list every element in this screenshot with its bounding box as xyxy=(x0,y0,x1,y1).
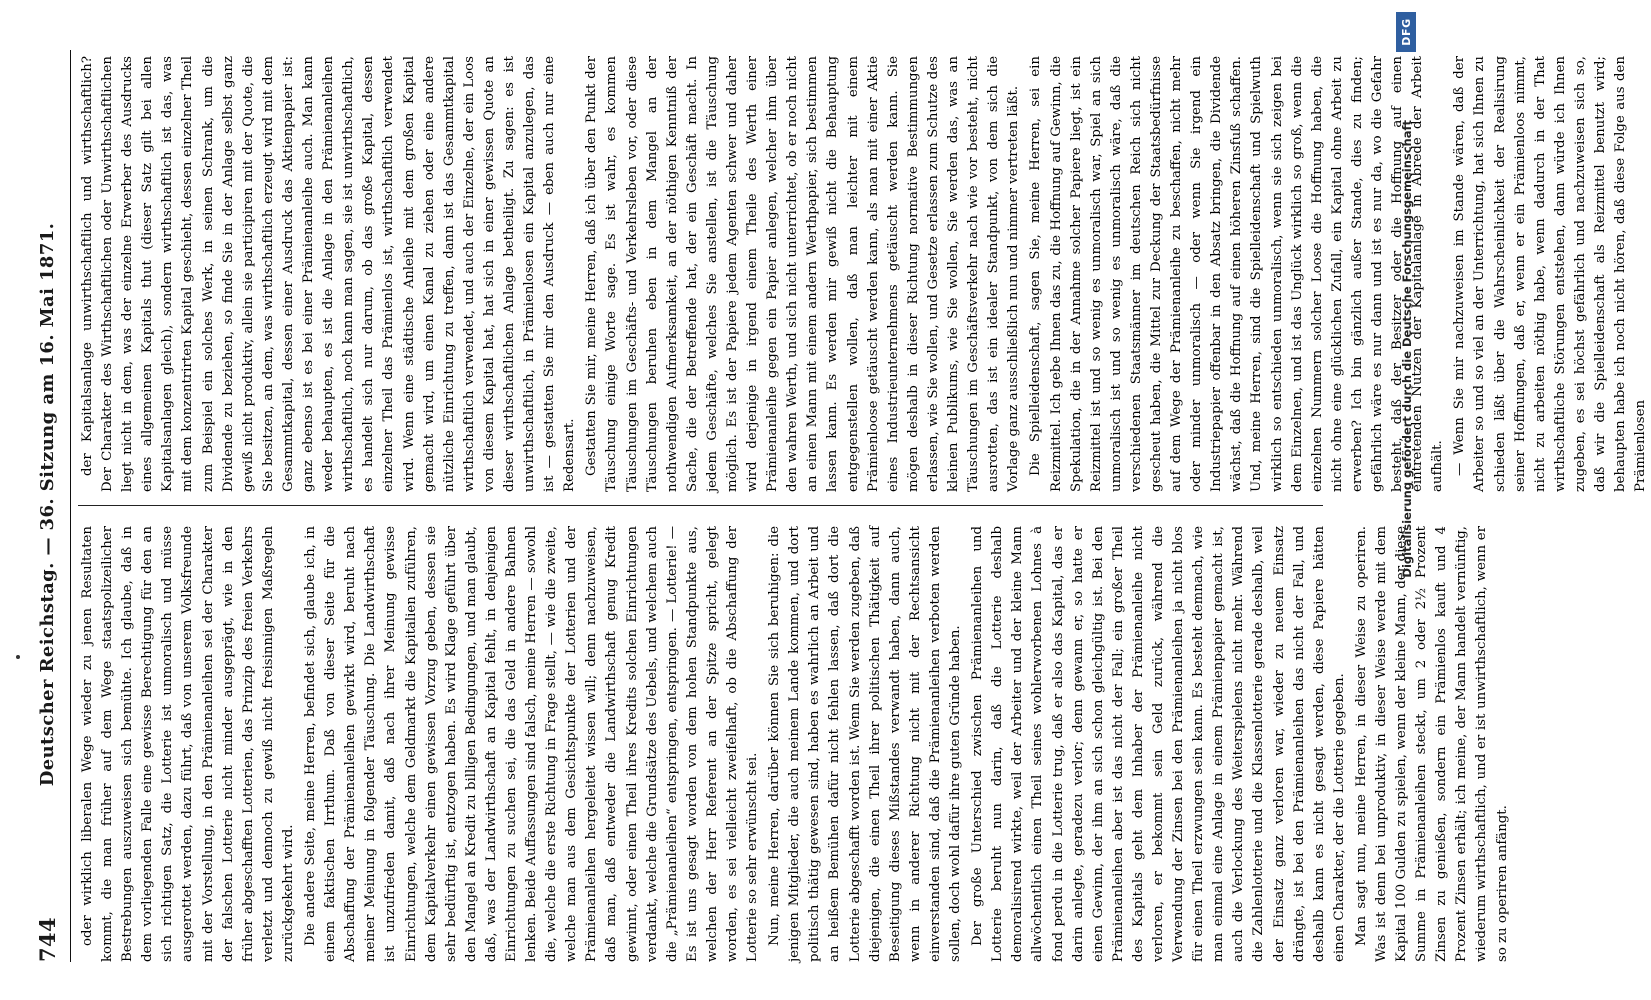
paragraph: Nun, meine Herren, darüber können Sie sich beruhigen: die jenigen Mitglieder, die auch meinem Lande kommen, und dort politisch thätig gewesen sind, haben es wahrlich an Arbeit und an heißem Bemühen dafür nicht fehlen lassen, daß dort die Lotterie abgeschafft worden ist. Wenn Sie werden zugeben, daß diejenigen, die einen Theil ihrer politischen Thätigkeit auf Beseitigung dieses Mißstandes verwandt haben, dann auch, wenn in anderer Richtung nicht mit der Rechtsansicht einverstanden sind, daß die Prämienanleihen verboten werden sollen, doch wohl dafür ihre guten Gründe haben. xyxy=(767,526,964,962)
paragraph: Die Spielleidenschaft, sagen Sie, meine Herren, sei ein Reizmittel. Ich gebe Ihnen das zu, die Hoffnung auf Gewinn, die Spekulation, die in der Annahme solcher Papiere liegt, ist ein Reizmittel ist und so wenig es unmoralisch war, Spiel an sich unmoralisch ist und so wenig es unmoralisch wäre, daß die verschiedenen Staatsmänner im deutschen Reich sich nicht gescheut haben, die Mittel zur Deckung der Staatsbedürfnisse auf dem Wege der Prämienanleihe zu beschaffen, nicht mehr oder minder unmoralisch — oder wenn Sie irgend ein Industriepapier offenbar in den Absatz bringen, die Dividende wächst, daß die Hoffnung auf einen höheren Zinsfuß schaffen. Und, meine Herren, sind die Spielleidenschaft und Spielwuth wirklich so entschieden unmoralisch, wenn sie sich zeigen bei dem Einzelnen, und ist das Unglück wirklich so groß, wenn die einzelnen Nummern solcher Loose die Hoffnung haben, die nicht ohne eine glücklichen Zufall, ein Kapital ohne Arbeit zu erwerben? Ich bin gänzlich außer Stande, dies zu finden; gefährlich wäre es nur dann und ist es nur da, wo die Gefahr besteht, daß der Besitzer oder die Hoffnung auf einen eintretenden Nutzen der Kapitalanlage in Abrede der Arbeit aufhält. xyxy=(1028,56,1446,492)
paragraph: Der große Unterschied zwischen Prämienanleihen und Lotterie beruht nun darin, daß die Lotterie deshalb demoralisirend wirkte, weil der Arbeiter und der kleine Mann allwöchentlich einen Theil seines wohlerworbenen Lohnes à fond perdu in die Lotterie trug, daß er also das Kapital, das er darin anlegte, geradezu verlor; denn gewann er, so hatte er einen Gewinn, der ihm an sich schon gleichgültig ist. Bei den Prämienanleihen aber ist das nicht der Fall; ein großer Theil des Kapitals geht dem Inhaber der Prämienanleihe nicht verloren, er bekommt sein Geld zurück, während die Verwendung der Zinsen bei den Prämienanleihen ja nicht blos für einen Theil erzwungen sein kann. Es besteht demnach, wie man einmal eine Anlage in einem Prämienpapier gemacht ist, auch die Verlockung des Weiterspielens nicht mehr. Während die Zahlenlotterie und die Klassenlotterie gerade deshalb, weil der Einsatz ganz verloren war, wieder zu neuem Einsatz drängte, ist bei den Prämienanleihen das nicht der Fall, und deshalb kann es nicht gesagt werden, diese Papiere hätten einen Charakter, der die Lotterie gegeben. xyxy=(970,526,1347,962)
paragraph: Man sagt nun, meine Herren, in dieser Weise zu operiren. Was ist denn bei unproduktiv, in dieser Weise werde mit dem Kapital 100 Gulden zu spielen, wenn der kleine Mann, der diese Summe in Prämienanleihen steckt, um 2 oder 2½ Prozent Zinsen zu genießen, sondern ein Prämienlos kauft und 4 Prozent Zinsen erhält; ich meine, der Mann handelt vernünftig, wiederum wirthschaftlich, und er ist unwirthschaftlich, wenn er so zu operiren anfängt. xyxy=(1353,526,1510,962)
left-column xyxy=(78,526,1510,962)
page-title: Deutscher Reichstag. — 36. Sitzung am 16. Mai 1871. xyxy=(36,222,58,787)
paragraph: — Wenn Sie mir nachzuweisen im Stande wären, daß der Arbeiter so und so viel an der Unterrichtung, hat sich Ihnen zu schieden läßt über die Wahrscheinlichkeit der Realisirung seiner Hoffnungen, daß er, wenn er ein Prämienloos nimmt, nicht zu arbeiten nöthig habe, wenn dadurch in der That wirthschaftliche Störungen entstehen, dann würde ich Ihnen zugeben, es sei höchst gefährlich und nachzuweisen sich so, daß wir die Spielleidenschaft als Reizmittel benutzt wird; behaupten habe ich noch nicht hören, daß diese Folge aus den Prämienlosen xyxy=(1452,56,1649,492)
header-rule xyxy=(70,50,71,962)
paragraph: Gestatten Sie mir, meine Herren, daß ich über den Punkt der Täuschung einige Worte sage. Es ist wahr, es kommen Täuschungen im Geschäfts- und Verkehrsleben vor, oder diese Täuschungen beruhen eben in dem Mangel an der nothwendigen Aufmerksamkeit, an der nöthigen Kenntniß der Sache, die der Betreffende hat, der ein Geschäft macht. In jedem Geschäfte, welches Sie anstellen, ist die Täuschung möglich. Es ist der Papiere jedem Agenten schwer und daher wird derjenige in irgend einem Theile des Werth einer Prämienanleihe gegen ein Papier anlegen, welcher ihm über den wahren Werth, und sich nicht unterrichtet, ob er noch nicht an einen Mann mit einem andern Werthpapier, sich bestimmen lassen kann. Es werden mir gewiß nicht die Behauptung entgegenstellen wollen, daß man leichter mit einem Prämienloose getäuscht werden kann, als man mit einer Aktie eines Industrieunternehmens getäuscht werden kann. Sie mögen deshalb in dieser Richtung normative Bestimmungen erlassen, wie Sie wollen, und Gesetze erlassen zum Schutze des kleinen Publikums, wie Sie wollen, Sie werden das, was an Täuschungen im Geschäftsverkehr nach wie vor besteht, nicht ausrotten, das ist ein idealer Standpunkt, von dem sich die Vorlage ganz ausschließlich nun und nimmer vertreten läßt. xyxy=(584,56,1022,492)
running-head xyxy=(26,50,68,962)
scan-speck xyxy=(16,655,20,659)
column-rule xyxy=(78,505,1323,506)
page-number: 744 xyxy=(34,916,60,962)
dfg-logo: DFG xyxy=(1396,12,1416,52)
paragraph: Die andere Seite, meine Herren, befindet sich, glaube ich, in einem faktischen Irrthum. Daß von dieser Seite für die Abschaffung der Prämienanleihen gewirkt wird, beruht nach meiner Meinung in folgender Täuschung. Die Landwirthschaft ist unzufrieden damit, daß nach ihrer Meinung gewisse Einrichtungen, welche dem Geldmarkt die Kapitalien zuführen, dem Kapitalverkehr einen gewissen Vorzug geben, dessen sie sehr bedürftig ist, entzogen haben. Es wird Klage geführt über den Mangel an Kredit zu billigen Bedingungen, und man glaubt, daß, was der Landwirthschaft an Kapital fehlt, in denjenigen Einrichtungen zu suchen sei, die das Geld in andere Bahnen lenken. Beide Auffassungen sind falsch, meine Herren — sowohl die, welche die erste Richtung in Frage stellt, — wie die zweite, welche man aus dem Gesichtspunkte der Lotterien und der Prämienanleihen hergeleitet wissen will; denn nachzuweisen, daß man, daß entweder die Landwirthschaft genug Kredit gewinnt, oder einen Theil ihres Kredits solchen Einrichtungen verdankt, welche die Grundsätze des Uebels, und welchem auch die „Prämienanleihen“ entspringen, entspringen. — Lotterie! — Es ist uns gesagt worden von dem hohen Standpunkte aus, welchen der Herr Referent an der Spitze spricht, gelegt worden, es sei vielleicht zweifelhaft, ob die Abschaffung der Lotterie so sehr erwünscht sei. xyxy=(303,526,761,962)
paragraph: der Kapitalsanlage unwirthschaftlich und wirthschaftlich? Der Charakter des Wirthschaftlichen oder Unwirthschaftlichen liegt nicht in dem, was der einzelne Erwerber des Ausdrucks eines allgemeinen Kapitals thut (dieser Satz gilt bei allen Kapitalsanlagen gleich), sondern wirthschaftlich ist das, was mit dem konzentrirten Kapital geschieht, dessen einzelner Theil zum Beispiel ein solches Werk, in seinen Schrank, um die Dividende zu beziehen, so finde Sie in der Anlage selbst ganz gewiß nicht produktiv, allein sie participiren mit der Quote, die Sie besitzen, an dem, was wirthschaftlich erzeugt wird mit dem Gesammtkapital, dessen einer Ausdruck das Aktienpapier ist: ganz ebenso ist es bei einer Prämienanleihe auch. Man kann weder behaupten, es ist die Anlage in den Prämienanleihen wirthschaftlich, noch kann man sagen, sie ist unwirthschaftlich, es handelt sich nur darum, ob das große Kapital, dessen einzelner Theil das Prämienlos ist, wirthschaftlich verwendet wird. Wenn eine städtische Anleihe mit dem großen Kapital gemacht wird, um einen Kanal zu ziehen oder eine andere nützliche Einrichtung zu treffen, dann ist das Gesammtkapital wirthschaftlich verwendet, und auch der Einzelne, der ein Loos von diesem Kapital hat, hat sich in einer gewissen Quote an dieser wirthschaftlichen Anlage betheiligt. Zu sagen: es ist unwirthschaftlich, in Prämienlosen ein Kapital anzulegen, das ist — gestatten Sie mir den Ausdruck — eben auch nur eine Redensart. xyxy=(80,56,578,492)
paragraph: oder wirklich liberalen Wege wieder zu jenen Resultaten kommt, die man früher auf dem Wege staatspolizeilicher Bestrebungen auszuweisen sich bemühte. Ich glaube, daß in dem vorliegenden Falle eine gewisse Berechtigung für den an sich richtigen Satz, die Lotterie ist unmoralisch und müsse ausgerottet werden, dazu führt, daß von unserem Volksfreunde mit der Vorstellung, in den Prämienanleihen sei der Charakter der falschen Lotterie nicht minder ausgeprägt, wie in den früher abgeschafften Lotterien, das Prinzip des freien Verkehrs verletzt und dennoch zu gewiß nicht freisinnigen Maßregeln zurückgekehrt wird. xyxy=(80,526,296,962)
digitization-credit: Digitalisierung gefördert durch die Deutsche Forschungsgemeinschaft xyxy=(1400,120,1414,578)
